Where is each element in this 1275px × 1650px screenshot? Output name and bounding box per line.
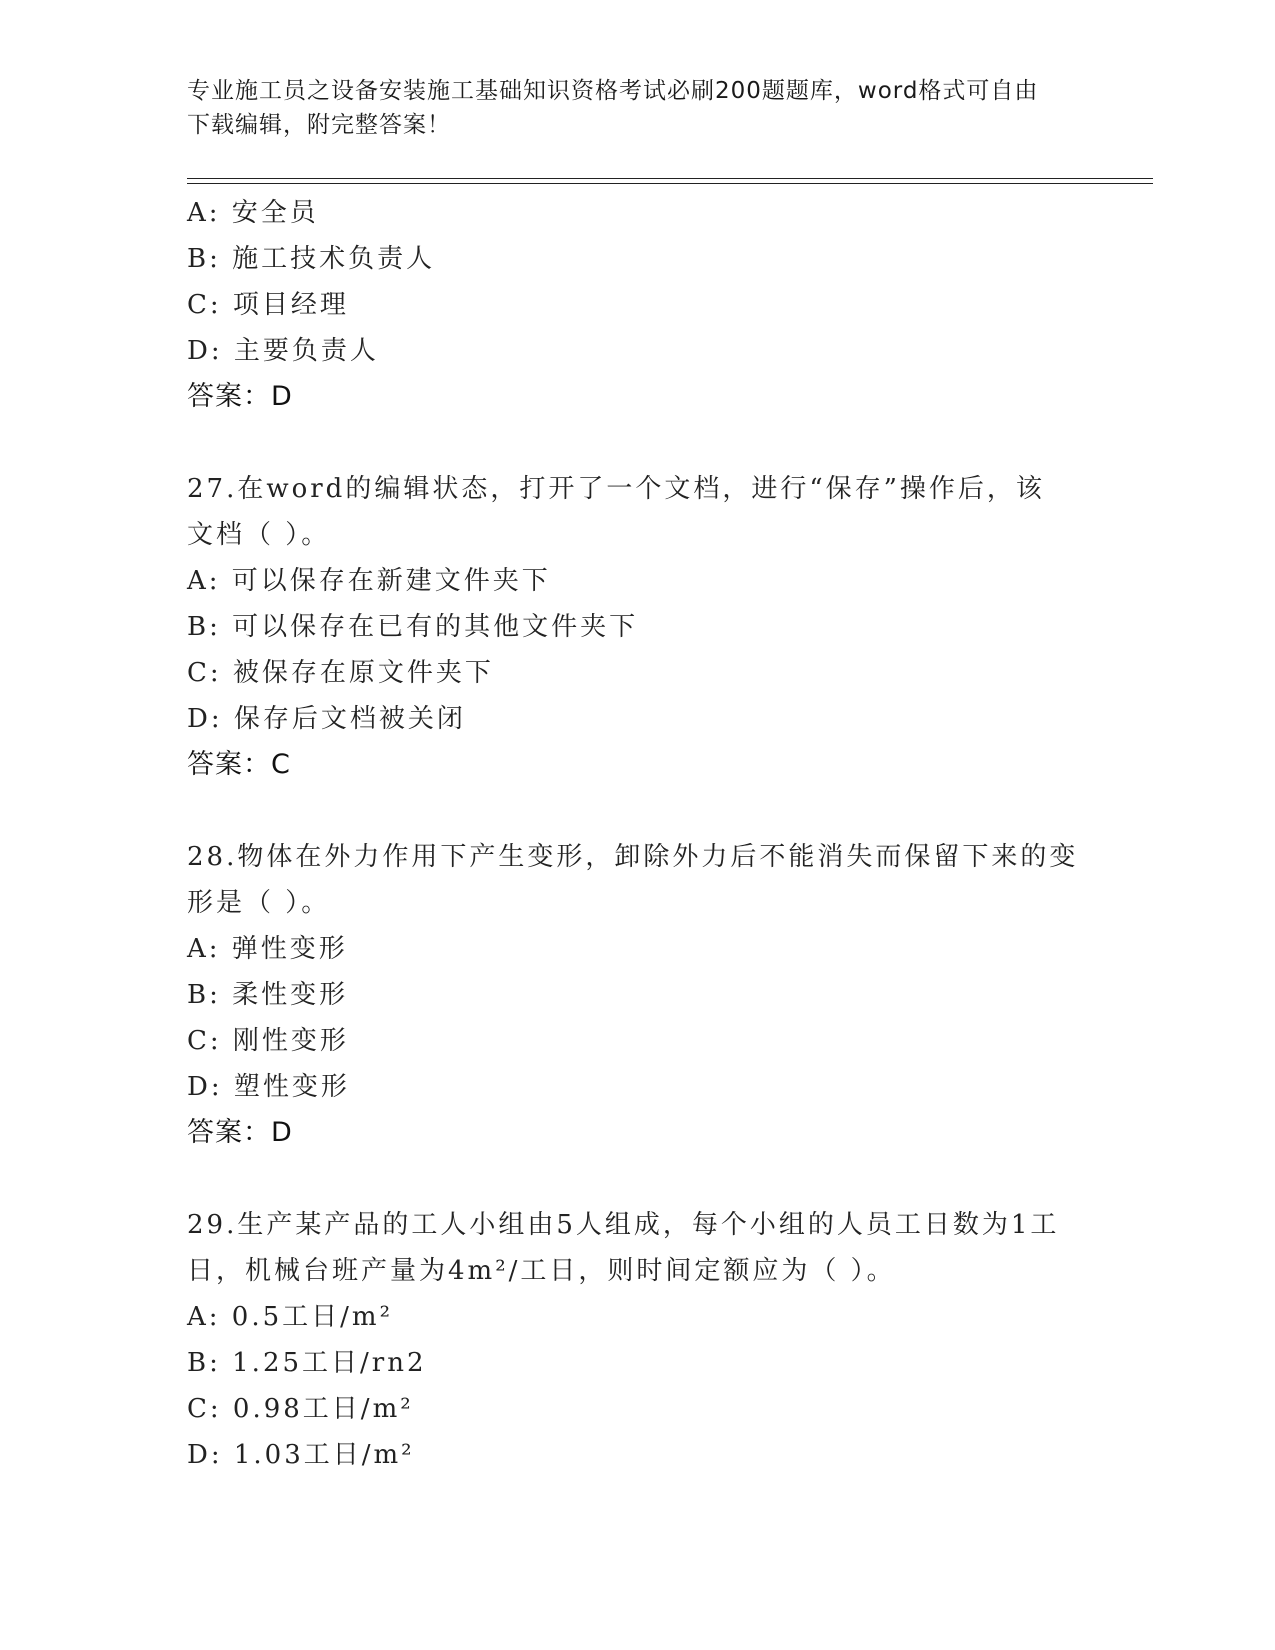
option-c: C: 0.98工日/m²: [187, 1394, 414, 1424]
spacer: [187, 788, 1087, 834]
question-stem-line-1: 27.在word的编辑状态，打开了一个文档，进行“保存”操作后，该: [187, 474, 1045, 504]
option-a: A: 弹性变形: [187, 934, 348, 964]
option-b: B: 柔性变形: [187, 980, 349, 1010]
question-stem-line-1: 29.生产某产品的工人小组由5人组成，每个小组的人员工日数为1工: [187, 1210, 1060, 1240]
option-b: B: 施工技术负责人: [187, 244, 436, 274]
option-a: A: 安全员: [187, 198, 319, 228]
option-c: C: 项目经理: [187, 290, 349, 320]
document-header: [187, 74, 1087, 142]
question-stem-line-2: 文档（ ）。: [187, 520, 331, 550]
question-26: [187, 190, 1087, 420]
option-a: A: 可以保存在新建文件夹下: [187, 566, 551, 596]
question-stem-line-1: 28.物体在外力作用下产生变形，卸除外力后不能消失而保留下来的变: [187, 842, 1079, 872]
question-stem-line-2: 形是（ ）。: [187, 888, 331, 918]
option-d: D: 塑性变形: [187, 1072, 350, 1102]
answer-text: 答案：D: [187, 381, 293, 412]
question-stem-line-2: 日，机械台班产量为4m²/工日，则时间定额应为（ ）。: [187, 1256, 896, 1286]
question-27: [187, 466, 1087, 788]
option-c: C: 被保存在原文件夹下: [187, 658, 494, 688]
option-d: D: 保存后文档被关闭: [187, 704, 466, 734]
option-a: A: 0.5工日/m²: [187, 1302, 393, 1332]
spacer: [187, 1156, 1087, 1202]
option-d: D: 主要负责人: [187, 336, 379, 366]
header-title-line-1: 专业施工员之设备安装施工基础知识资格考试必刷200题题库，word格式可自由: [187, 78, 1039, 104]
header-divider-top: [187, 178, 1153, 179]
option-b: B: 1.25工日/rn2: [187, 1348, 427, 1378]
header-title-line-2: 下载编辑，附完整答案！: [187, 112, 451, 138]
answer-text: 答案：C: [187, 749, 291, 780]
spacer: [187, 420, 1087, 466]
option-d: D: 1.03工日/m²: [187, 1440, 415, 1470]
question-29: [187, 1202, 1087, 1478]
option-c: C: 刚性变形: [187, 1026, 349, 1056]
question-list: [187, 190, 1087, 1478]
header-divider-bottom: [187, 183, 1153, 184]
option-b: B: 可以保存在已有的其他文件夹下: [187, 612, 639, 642]
answer-text: 答案：D: [187, 1117, 293, 1148]
question-28: [187, 834, 1087, 1156]
